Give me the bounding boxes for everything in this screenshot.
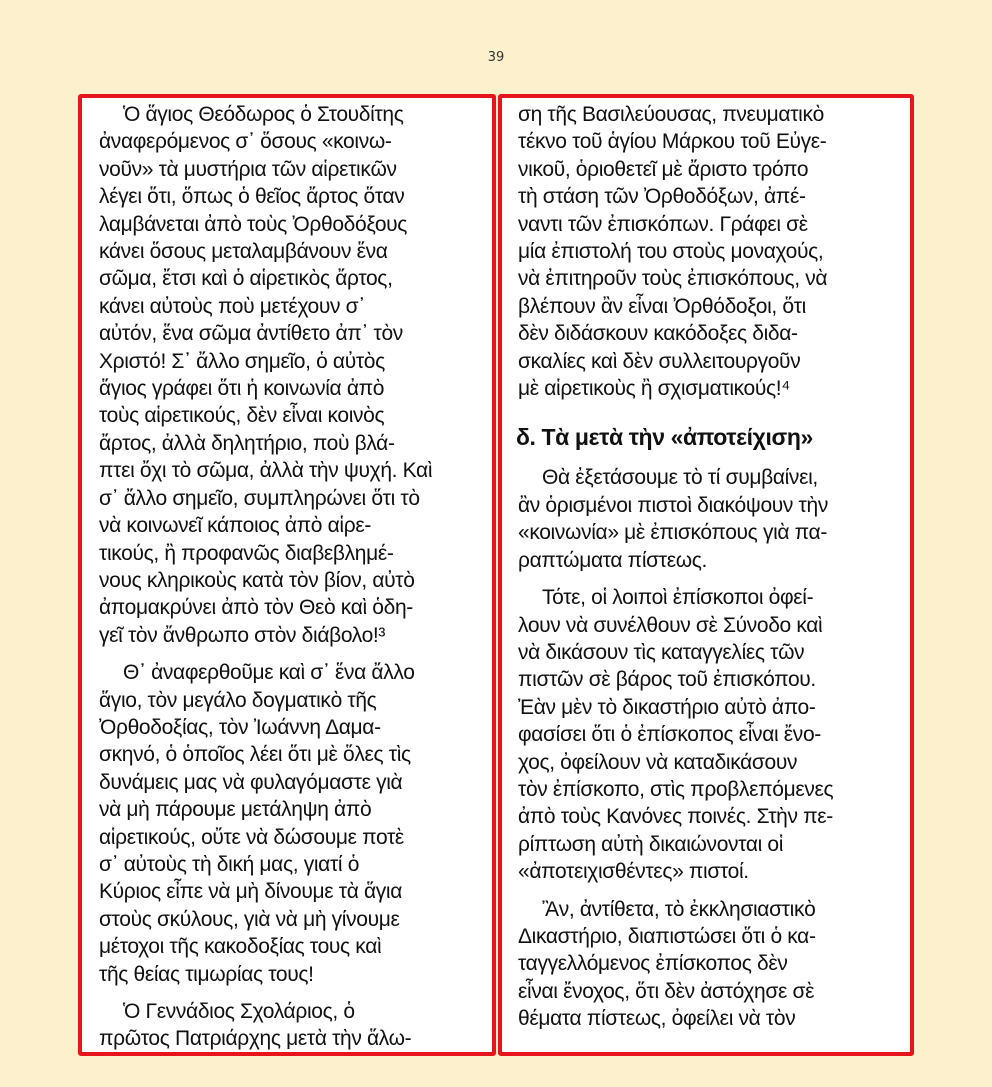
text-line: ἂν ὁρισμένοι πιστοὶ διακόψουν τὴν [518, 493, 828, 517]
text-line: Τότε, οἱ λοιποὶ ἐπίσκοποι ὀφεί- [542, 586, 814, 610]
paragraph [99, 659, 480, 988]
text-line: νὰ δικάσουν τὶς καταγγελίες τῶν [518, 640, 805, 664]
text-line: ἅγιο, τὸν μεγάλο δογματικὸ τῆς [99, 688, 377, 712]
text-line: βλέπουν ἂν εἶναι Ὀρθόδοξοι, ὅτι [518, 294, 806, 318]
text-line: νὰ κοινωνεῖ κάποιος ἀπὸ αἱρε- [99, 514, 371, 538]
text-line: ρίπτωση αὐτὴ δικαιώνονται οἱ [518, 832, 784, 856]
text-line: δυνάμεις μας νὰ φυλαγόμαστε γιὰ [99, 770, 403, 794]
text-line: ραπτώματα πίστεως. [518, 548, 708, 572]
text-line: Δικαστήριο, διαπιστώσει ὅτι ὁ κα- [518, 924, 816, 948]
text-line: λουν νὰ συνέλθουν σὲ Σύνοδο καὶ [518, 613, 823, 637]
text-line: πτει ὄχι τὸ σῶμα, ἀλλὰ τὴν ψυχή. Καὶ [99, 459, 433, 483]
text-line: αὐτόν, ἕνα σῶμα ἀντίθετο ἀπ᾽ τὸν [99, 322, 403, 346]
text-line: τὸν ἐπίσκοπο, στὶς προβλεπόμενες [518, 777, 834, 801]
text-line: ἀναφερόμενος σ᾽ ὅσους «κοινω- [99, 130, 392, 154]
text-line: μία ἐπιστολή του στοὺς μοναχούς, [518, 240, 824, 264]
text-line: τικούς, ἢ προφανῶς διαβεβλημέ- [99, 541, 394, 565]
text-line: πρῶτος Πατριάρχης μετὰ τὴν ἅλω- [99, 1027, 412, 1051]
text-line: νὰ ἐπιτηροῦν τοὺς ἐπισκόπους, νὰ [518, 267, 828, 291]
text-line: νους κληρικοὺς κατὰ τὸν βίον, αὐτὸ [99, 568, 415, 592]
text-line: κάνει ὅσους μεταλαμβάνουν ἕνα [99, 240, 388, 264]
text-line: σῶμα, ἔτσι καὶ ὁ αἱρετικὸς ἄρτος, [99, 267, 393, 291]
text-line: γεῖ τὸν ἄνθρωπο στὸν διάβολο!³ [99, 623, 386, 647]
text-line: εἶναι ἔνοχος, ὅτι δὲν ἀστόχησε σὲ [518, 979, 815, 1003]
text-line: τῆς θείας τιμωρίας τους! [99, 962, 314, 986]
text-line: «κοινωνία» μὲ ἐπισκόπους γιὰ πα- [518, 521, 827, 545]
text-line: θέματα πίστεως, ὀφείλει νὰ τὸν [518, 1007, 796, 1031]
text-line: Ὁ ἅγιος Θεόδωρος ὁ Στουδίτης [123, 103, 404, 126]
text-line: κάνει αὐτοὺς ποὺ μετέχουν σ᾽ [99, 294, 365, 318]
page-number: 39 [487, 50, 505, 65]
text-line: μὲ αἱρετικοὺς ἢ σχισματικούς!⁴ [518, 377, 790, 401]
left-text-column [78, 94, 496, 1056]
text-line: Ὁ Γεννάδιος Σχολάριος, ὁ [123, 1000, 355, 1023]
text-line: τοὺς αἱρετικούς, δὲν εἶναι κοινὸς [99, 404, 385, 428]
text-line: Ἐὰν μὲν τὸ δικαστήριο αὐτὸ ἀπο- [518, 695, 816, 719]
text-line: Ἂν, ἀντίθετα, τὸ ἐκκλησιαστικὸ [542, 897, 816, 921]
text-line: Ὀρθοδοξίας, τὸν Ἰωάννη Δαμα- [99, 715, 381, 739]
text-line: σ᾽ ἄλλο σημεῖο, συμπληρώνει ὅτι τὸ [99, 486, 420, 510]
text-line: σκαλίες καὶ δὲν συλλειτουργοῦν [518, 349, 801, 373]
paragraph [518, 896, 900, 1033]
text-line: φασίσει ὅτι ὁ ἐπίσκοπος εἶναι ἔνο- [518, 723, 821, 747]
text-line: ἄρτος, ἀλλὰ δηλητήριο, ποὺ βλά- [99, 431, 395, 455]
paragraph [99, 998, 480, 1053]
text-line: στοὺς σκύλους, γιὰ νὰ μὴ γίνουμε [99, 907, 400, 931]
text-line: νὰ μὴ πάρουμε μετάληψη ἀπὸ [99, 798, 372, 822]
paragraph [99, 101, 480, 649]
text-line: ἀπὸ τοὺς Κανόνες ποινές. Στὴν πε- [518, 805, 833, 829]
text-line: Κύριος εἶπε νὰ μὴ δίνουμε τὰ ἅγια [99, 880, 403, 904]
text-line: ταγγελλόμενος ἐπίσκοπος δὲν [518, 952, 788, 976]
text-line: ἅγιος γράφει ὅτι ἡ κοινωνία ἀπὸ [99, 377, 385, 401]
text-line: τὴ στάση τῶν Ὀρθοδόξων, ἀπέ- [518, 185, 806, 209]
text-line: Χριστό! Σ᾽ ἄλλο σημεῖο, ὁ αὐτὸς [99, 349, 385, 373]
text-line: λέγει ὅτι, ὅπως ὁ θεῖος ἄρτος ὅταν [99, 185, 405, 209]
paragraph [518, 584, 900, 885]
text-line: σκηνό, ὁ ὁποῖος λέει ὅτι μὲ ὅλες τὶς [99, 743, 411, 767]
text-line: τέκνο τοῦ ἁγίου Μάρκου τοῦ Εὐγε- [518, 130, 827, 154]
text-line: νοῦν» τὰ μυστήρια τῶν αἱρετικῶν [99, 157, 397, 181]
paragraph [518, 101, 900, 402]
paragraph [518, 464, 900, 574]
text-line: «ἀποτειχισθέντες» πιστοί. [518, 860, 749, 884]
right-text-column [498, 94, 914, 1056]
text-line: λαμβάνεται ἀπὸ τοὺς Ὀρθοδόξους [99, 212, 408, 236]
text-line: δὲν διδάσκουν κακόδοξες διδα- [518, 322, 798, 346]
text-line: ναντι τῶν ἐπισκόπων. Γράφει σὲ [518, 212, 808, 236]
text-line: σ᾽ αὐτοὺς τὴ δική μας, γιατί ὁ [99, 852, 360, 876]
text-line: αἱρετικούς, οὔτε νὰ δώσουμε ποτὲ [99, 825, 404, 849]
text-line: Θ᾽ ἀναφερθοῦμε καὶ σ᾽ ἕνα ἄλλο [123, 661, 415, 685]
section-heading: δ. Τὰ μετὰ τὴν «ἀποτείχιση» [516, 424, 813, 451]
text-line: ἀπομακρύνει ἀπὸ τὸν Θεὸ καὶ ὁδη- [99, 596, 413, 620]
text-line: ση τῆς Βασιλεύουσας, πνευματικὸ [518, 103, 824, 126]
text-line: χος, ὀφείλουν νὰ καταδικάσουν [518, 750, 798, 774]
text-line: Θὰ ἐξετάσουμε τὸ τί συμβαίνει, [542, 466, 818, 490]
text-line: μέτοχοι τῆς κακοδοξίας τους καὶ [99, 935, 382, 959]
text-line: νικοῦ, ὁριοθετεῖ μὲ ἄριστο τρόπο [518, 157, 809, 181]
text-line: πιστῶν σὲ βάρος τοῦ ἐπισκόπου. [518, 668, 816, 692]
